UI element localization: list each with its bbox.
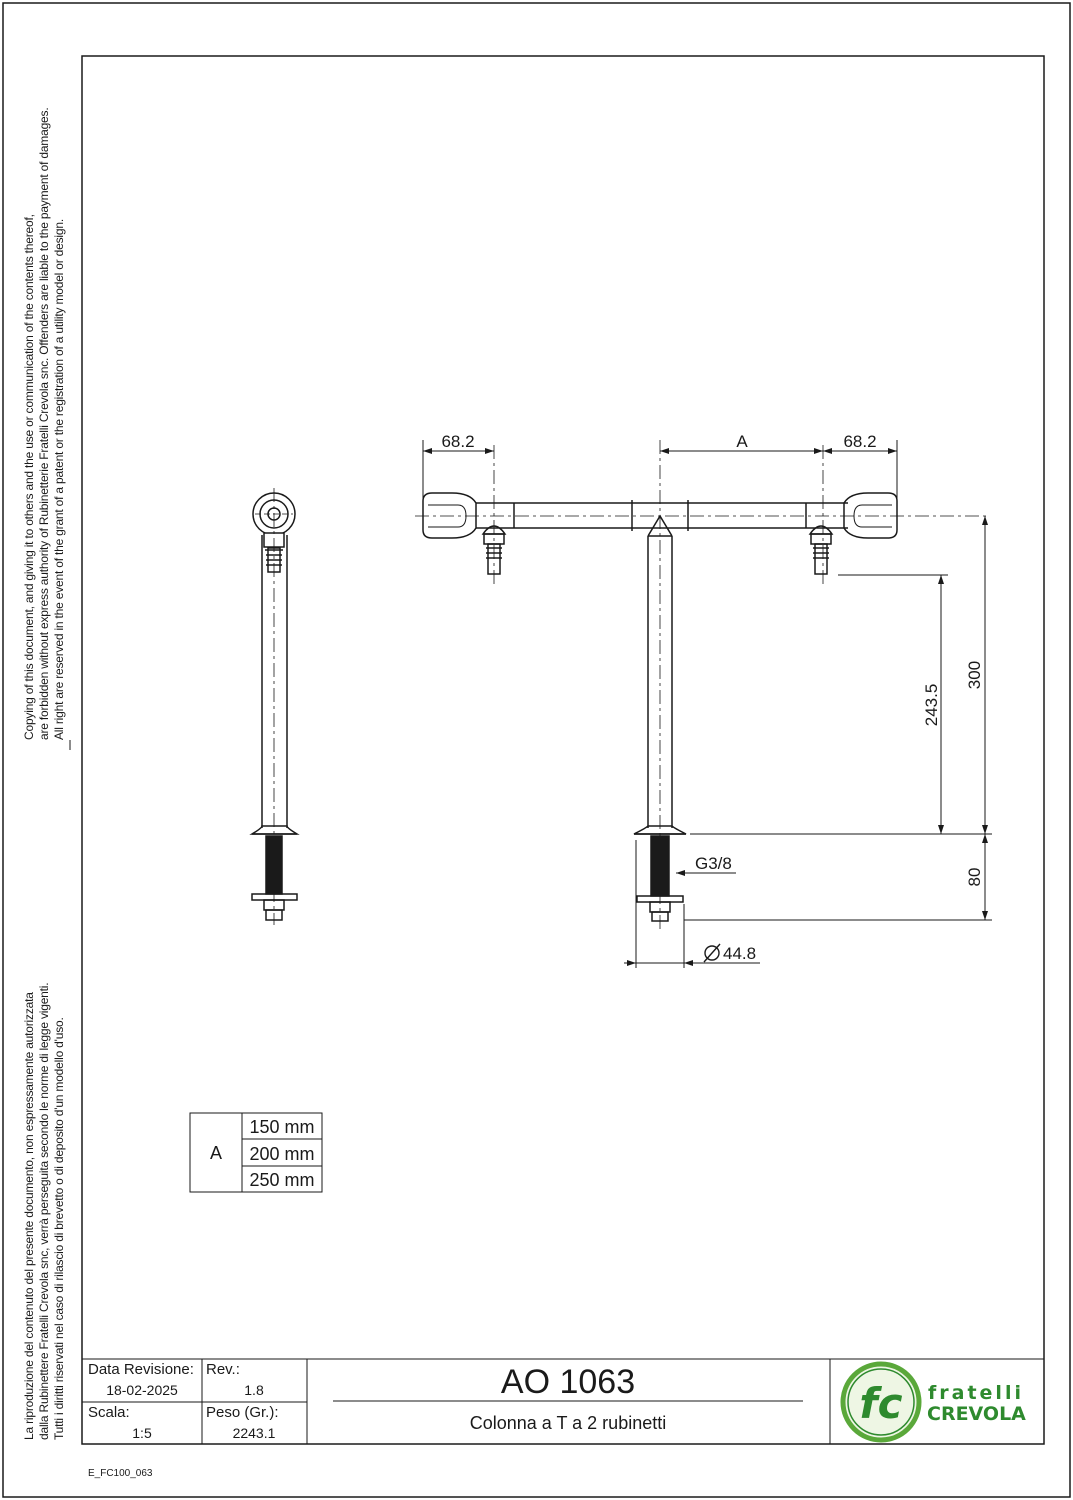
copyright-notice-it <box>22 983 67 1440</box>
variants-label: A <box>209 1143 223 1163</box>
data-revisione-label: Data Revisione: <box>88 1361 194 1378</box>
peso-value: 2243.1 <box>232 1425 276 1441</box>
variant-value: 150 mm <box>249 1117 315 1137</box>
drawing-description: Colonna a T a 2 rubinetti <box>469 1413 667 1433</box>
file-code: E_FC100_063 <box>88 1468 153 1479</box>
scala-value: 1:5 <box>132 1425 152 1441</box>
drawing-frame <box>82 56 1044 1444</box>
drawing-code: AO 1063 <box>500 1363 636 1401</box>
rev-label: Rev.: <box>206 1361 240 1378</box>
dimension-arrows <box>423 448 988 966</box>
brand-name-top: fratelli <box>928 1382 1024 1404</box>
dim-thread: G3/8 <box>695 854 732 873</box>
notice-line: Copying of this document, and giving it to others and the use or communication of the contents thereof, <box>22 214 36 740</box>
rev-value: 1.8 <box>244 1382 264 1398</box>
outer-border <box>3 3 1070 1497</box>
dim-total-height: 300 <box>965 660 984 690</box>
dim-right-spout: 68.2 <box>843 432 877 451</box>
notice-line: Tutti i diritti riservati nel caso di rilascio di brevetto o di deposito d'un modello d'uso. <box>52 1017 66 1440</box>
dim-left-spout: 68.2 <box>441 432 475 451</box>
diameter-icon <box>704 944 720 962</box>
copyright-notice-en <box>22 108 67 740</box>
notice-line: dalla Rubinettere Fratelli Crevola snc, verrà perseguita secondo le norme di legge vigenti. <box>37 982 51 1440</box>
side-view <box>252 493 297 920</box>
notice-line: All right are reserved in the event of the grant of a patent or the registration of a utility model or design. <box>52 219 66 740</box>
logo-monogram: fc <box>859 1379 903 1428</box>
scala-label: Scala: <box>88 1404 130 1421</box>
data-revisione-value: 18-02-2025 <box>106 1382 178 1398</box>
dim-center-span: A <box>736 432 748 451</box>
dim-base-diameter: 44.8 <box>723 944 757 963</box>
variant-value: 250 mm <box>249 1170 315 1190</box>
variant-value: 200 mm <box>249 1144 315 1164</box>
peso-label: Peso (Gr.): <box>206 1404 279 1421</box>
brand-logo <box>843 1364 919 1440</box>
notice-line: La riproduzione del contenuto del presente documento, non espressamente autorizzata <box>22 992 36 1440</box>
brand-name-bottom: CREVOLA <box>927 1403 1026 1425</box>
dim-outlet-height: 243.5 <box>922 683 941 727</box>
dimension-lines <box>423 440 992 968</box>
dim-shank-length: 80 <box>965 867 984 887</box>
notice-line: are forbidden without express authority of Rubinetterie Fratelli Crevola snc. Offenders are liable to the payment of damages. <box>37 107 51 740</box>
